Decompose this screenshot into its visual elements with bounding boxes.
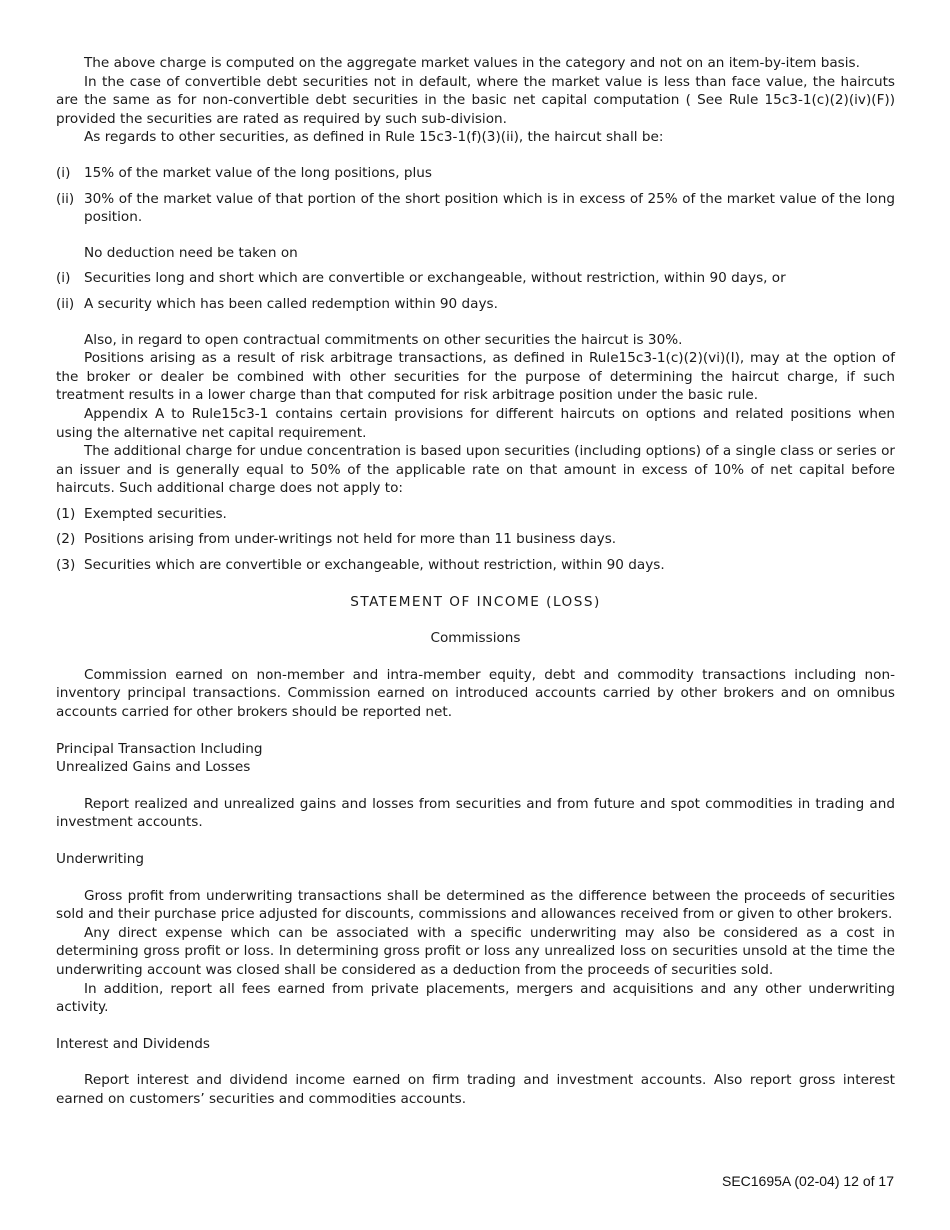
list-item-number: (1) [56,505,76,522]
document-body [56,54,895,1109]
list-item-number: (ii) [56,190,75,207]
principal-heading-line2: Unrealized Gains and Losses [56,759,251,776]
paragraph-underwriting-gross-profit: Gross profit from underwriting transactions shall be determined as the difference between the proceeds of securities sold and their purchase price adjusted for discounts, commissions and allowances received from or given to other brokers. [56,887,895,923]
list-item-number: (ii) [56,295,75,312]
list-item [56,530,895,549]
paragraph-undue-concentration: The additional charge for undue concentration is based upon securities (including options) of a single class or series or an issuer and is generally equal to 50% of the applicable rate on that amount in excess of 10% of net capital before haircuts. Such additional charge does not apply to: [56,443,895,497]
list-item-text: A security which has been called redemption within 90 days. [84,295,498,312]
list-item-number: (3) [56,557,76,574]
page-footer: SEC1695A (02-04) 12 of 17 [721,1173,894,1189]
principal-heading-line1: Principal Transaction Including [56,740,263,757]
paragraph-risk-arbitrage: Positions arising as a result of risk arbitrage transactions, as defined in Rule15c3-1(c)(2)(vi)(I), may at the option of the broker or dealer be combined with other securities for the purpose of determining the haircut charge, if such treatment results in a lower charge than that computed for risk arbitrage position under the basic rule. [56,350,895,404]
list-item-text: Securities which are convertible or exchangeable, without restriction, within 90 days. [84,557,665,574]
paragraph-convertible-debt: In the case of convertible debt securities not in default, where the market value is less than face value, the haircuts are the same as for non-convertible debt securities in the basic net capital computation ( See Rule 15c3-1(c)(2)(iv)(F)) provided the securities are rated as required by such sub-division. [56,73,895,127]
interest-dividends-heading: Interest and Dividends [56,1035,210,1052]
paragraph-principal-transaction: Report realized and unrealized gains and losses from securities and from future and spot commodities in trading and investment accounts. [56,795,895,831]
list-item [56,190,895,227]
list-item-text: Exempted securities. [84,505,227,522]
paragraph-no-deduction: No deduction need be taken on [84,244,298,261]
list-item-number: (i) [56,164,71,181]
no-deduction-list [56,269,895,313]
list-item-text: Securities long and short which are convertible or exchangeable, without restriction, within 90 days, or [84,270,786,287]
haircut-list [56,164,895,227]
list-item [56,556,895,575]
list-item [56,295,895,314]
list-item-text: 30% of the market value of that portion of the short position which is in excess of 25% of the market value of the long position. [84,190,895,226]
paragraph-interest-dividends: Report interest and dividend income earned on firm trading and investment accounts. Also report gross interest earned on customers’ securities and commodities accounts. [56,1072,895,1107]
paragraph-commissions: Commission earned on non-member and intra-member equity, debt and commodity transactions including non-inventory principal transactions. Commission earned on introduced accounts carried by other brokers and on omnibus accounts carried for other brokers should be reported net. [56,666,895,721]
paragraph-open-commitments: Also, in regard to open contractual commitments on other securities the haircut is 30%. [84,331,683,348]
paragraph-underwriting-fees: In addition, report all fees earned from private placements, mergers and acquisitions and any other underwriting activity. [56,980,895,1016]
list-item-text: 15% of the market value of the long positions, plus [84,164,432,181]
concentration-exceptions-list [56,505,895,575]
list-item [56,505,895,524]
underwriting-heading: Underwriting [56,851,144,867]
paragraph-underwriting-direct-expense: Any direct expense which can be associated with a specific underwriting may also be considered as a cost in determining gross profit or loss. In determining gross profit or loss any unrealized loss on securities unsold at the time the underwriting account was closed shall be considered as a deduction from the proceeds of securities sold. [56,924,895,978]
section-title: STATEMENT OF INCOME (LOSS) [350,593,601,610]
commissions-heading: Commissions [430,630,521,647]
list-item [56,269,895,288]
paragraph-aggregate-charge: The above charge is computed on the aggregate market values in the category and not on an item-by-item basis. [84,55,860,71]
paragraph-appendix-a: Appendix A to Rule15c3-1 contains certain provisions for different haircuts on options and related positions when using the alternative net capital requirement. [56,405,895,441]
list-item-text: Positions arising from under-writings not held for more than 11 business days. [84,531,617,548]
list-item-number: (2) [56,531,76,548]
list-item-number: (i) [56,270,71,287]
paragraph-other-securities: As regards to other securities, as defined in Rule 15c3-1(f)(3)(ii), the haircut shall be: [84,129,664,146]
principal-transaction-heading [56,740,895,777]
list-item [56,164,895,183]
